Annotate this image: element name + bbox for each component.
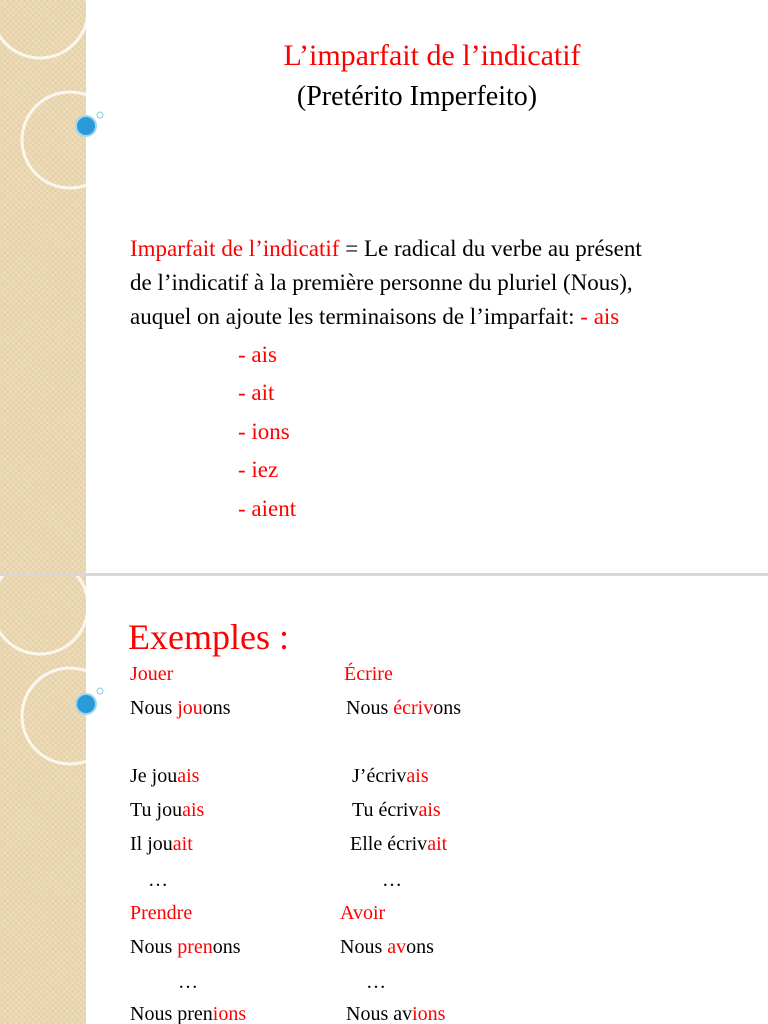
conjugated-form xyxy=(130,832,193,856)
verb-avoir: Avoir xyxy=(340,902,386,924)
definition-line-3-ending: - ais xyxy=(580,304,620,329)
form-ending: ait xyxy=(427,833,448,855)
nous-form xyxy=(340,935,434,959)
form-stem: Je jou xyxy=(130,765,178,787)
form-stem: Nous pren xyxy=(130,1003,213,1024)
conjugated-form xyxy=(130,1002,246,1024)
form-stem: J’écriv xyxy=(352,765,407,787)
nous-form xyxy=(346,696,461,720)
definition-line-2: de l’indicatif à la première personne du pluriel (Nous), xyxy=(130,270,633,295)
verb-stem: jou xyxy=(177,697,203,719)
definition-line-3-text: auquel on ajoute les terminaisons de l’imparfait: xyxy=(130,304,581,329)
nous-ending: ons xyxy=(202,697,231,719)
ending-item: - ions xyxy=(238,419,290,444)
nous-ending: ons xyxy=(406,936,434,958)
examples-heading: Exemples : xyxy=(128,617,289,657)
definition-line-1-rest: = Le radical du verbe au présent xyxy=(339,236,642,261)
page-title: L’imparfait de l’indicatif xyxy=(283,39,581,72)
form-ending: ais xyxy=(406,765,429,787)
form-stem: Il jou xyxy=(130,833,173,855)
ellipsis: … xyxy=(366,971,386,993)
nous-pronoun: Nous xyxy=(130,697,178,719)
form-ending: ait xyxy=(172,833,193,855)
form-stem: Elle écriv xyxy=(350,833,428,855)
nous-pronoun: Nous xyxy=(340,936,388,958)
page-subtitle: (Pretérito Imperfeito) xyxy=(296,81,538,112)
definition-term: Imparfait de l’indicatif xyxy=(130,236,340,261)
conjugated-form xyxy=(130,764,199,788)
conjugated-form xyxy=(352,764,429,788)
definition-line-3 xyxy=(130,300,619,334)
verb-prendre: Prendre xyxy=(130,902,193,924)
conjugated-form xyxy=(346,1002,445,1024)
verb-ecrire: Écrire xyxy=(344,663,393,685)
form-ending: ais xyxy=(182,799,205,821)
nous-pronoun: Nous xyxy=(130,936,178,958)
verb-stem: av xyxy=(387,936,407,958)
ending-item: - aient xyxy=(238,496,297,521)
form-stem: Nous av xyxy=(346,1003,413,1024)
ellipsis: … xyxy=(148,869,168,891)
form-ending: ions xyxy=(212,1003,247,1024)
form-ending: ions xyxy=(412,1003,446,1024)
conjugated-form xyxy=(352,798,441,822)
nous-pronoun: Nous xyxy=(346,697,394,719)
verb-stem: pren xyxy=(177,936,213,958)
nous-ending: ons xyxy=(433,697,462,719)
ending-item: - iez xyxy=(238,457,279,482)
ending-item: - ais xyxy=(238,342,277,367)
nous-ending: ons xyxy=(212,936,241,958)
form-ending: ais xyxy=(177,765,200,787)
verb-jouer: Jouer xyxy=(130,663,174,685)
decorative-rings xyxy=(0,576,140,776)
ellipsis: … xyxy=(178,971,198,993)
form-ending: ais xyxy=(418,799,441,821)
form-stem: Tu écriv xyxy=(352,799,419,821)
form-stem: Tu jou xyxy=(130,799,183,821)
nous-form xyxy=(130,935,241,959)
definition-line-1 xyxy=(130,232,642,266)
ending-item: - ait xyxy=(238,380,275,405)
ellipsis: … xyxy=(382,869,402,891)
slide-2 xyxy=(0,576,768,1024)
verb-stem: écriv xyxy=(393,697,434,719)
conjugated-form xyxy=(350,832,447,856)
conjugated-form xyxy=(130,798,204,822)
nous-form xyxy=(130,696,231,720)
